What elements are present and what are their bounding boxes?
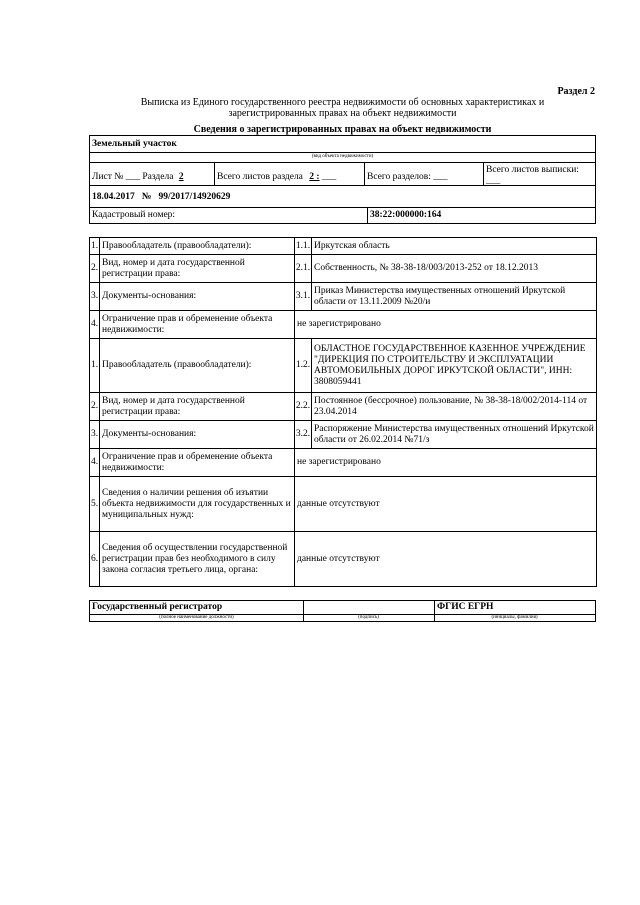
section-number: 2: [178, 172, 184, 182]
total-sheets-label: Всего листов выписки:: [486, 165, 579, 175]
row-subnumber: 3.2.: [295, 421, 312, 449]
table-row: [90, 238, 597, 255]
sheets-in-section-label: Всего листов раздела: [217, 172, 303, 182]
row-subnumber: 3.1.: [295, 283, 312, 311]
row-number: 4.: [90, 311, 100, 339]
row-value: Приказ Министерства имущественных отношений Иркутской области от 13.11.2009 №20/и: [312, 283, 597, 311]
row-value: Постоянное (бессрочное) пользование, № 38-38-18/002/2014-114 от 23.04.2014: [312, 393, 597, 421]
info-block: [89, 135, 596, 224]
row-label: Ограничение прав и обременение объекта недвижимости:: [100, 311, 295, 339]
table-row: [90, 283, 597, 311]
object-type: Земельный участок: [92, 139, 177, 149]
table-row: [90, 311, 597, 339]
row-number: 1.: [90, 339, 100, 393]
table-row: [90, 421, 597, 449]
table-row: [90, 339, 597, 393]
extract-title: [90, 97, 595, 119]
rights-table: [89, 237, 597, 587]
row-subnumber: 2.2.: [295, 393, 312, 421]
caption-name: (инициалы, фамилия): [491, 615, 538, 620]
row-label: Сведения об осуществлении государственной регистрации прав без необходимого в силу закона согласия третьего лица, органа:: [100, 532, 295, 587]
row-label: Документы-основания:: [100, 283, 295, 311]
row-value: не зарегистрировано: [295, 311, 597, 339]
row-label: Вид, номер и дата государственной регистрации права:: [100, 393, 295, 421]
object-type-caption: (вид объекта недвижимости): [311, 154, 374, 159]
date-number: 18.04.2017 № 99/2017/14920629: [92, 192, 231, 202]
row-label: Сведения о наличии решения об изъятии объекта недвижимости для государственных и муниципальных нужд:: [100, 477, 295, 532]
sheets-in-section: [217, 172, 336, 183]
row-value: Распоряжение Министерства имущественных отношений Иркутской области от 26.02.2014 №71/з: [312, 421, 597, 449]
row-number: 2.: [90, 393, 100, 421]
row-number: 4.: [90, 449, 100, 477]
row-subnumber: 2.1.: [295, 255, 312, 283]
sheet-label-text: Лист № ___ Раздела: [92, 172, 174, 182]
row-label: Правообладатель (правообладатели):: [100, 339, 295, 393]
row-number: 6.: [90, 532, 100, 587]
table-row: [90, 449, 597, 477]
row-number: 3.: [90, 283, 100, 311]
row-label: Документы-основания:: [100, 421, 295, 449]
row-value: данные отсутствуют: [295, 477, 597, 532]
row-subnumber: 1.2.: [295, 339, 312, 393]
row-label: Ограничение прав и обременение объекта недвижимости:: [100, 449, 295, 477]
row-number: 1.: [90, 238, 100, 255]
row-number: 2.: [90, 255, 100, 283]
section-label: Раздел 2: [557, 86, 595, 97]
cadastral-number: 38:22:000000:164: [370, 210, 442, 220]
extract-title-line1: Выписка из Единого государственного реестра недвижимости об основных характеристиках и: [140, 97, 545, 108]
sheet-label: [92, 172, 184, 183]
table-row: [90, 477, 597, 532]
cadastral-label: Кадастровый номер:: [92, 210, 176, 220]
row-value: ОБЛАСТНОЕ ГОСУДАРСТВЕННОЕ КАЗЕННОЕ УЧРЕЖДЕНИЕ "ДИРЕКЦИЯ ПО СТРОИТЕЛЬСТВУ И ЭКСПЛУАТАЦИИ АВТОМОБИЛЬНЫХ ДОРОГ ИРКУТСКОЙ ОБЛАСТИ", ИНН: 3808059441: [312, 339, 597, 393]
extract-title-line2: зарегистрированных правах на объект недвижимости: [228, 108, 457, 119]
row-value: Собственность, № 38-38-18/003/2013-252 от 18.12.2013: [312, 255, 597, 283]
total-sections: Всего разделов: ___: [367, 172, 448, 182]
row-number: 3.: [90, 421, 100, 449]
total-sheets-blank: ___: [486, 176, 501, 186]
rights-section-title: Сведения о зарегистрированных правах на объект недвижимости: [193, 124, 492, 135]
signature-block: [89, 600, 596, 622]
row-subnumber: 1.1.: [295, 238, 312, 255]
sheets-in-section-value: 2 :: [309, 172, 320, 182]
table-row: [90, 255, 597, 283]
row-label: Вид, номер и дата государственной регистрации права:: [100, 255, 295, 283]
table-row: [90, 393, 597, 421]
row-value: не зарегистрировано: [295, 449, 597, 477]
row-value: Иркутская область: [312, 238, 597, 255]
row-label: Правообладатель (правообладатели):: [100, 238, 295, 255]
registrar-name: ФГИС ЕГРН: [437, 602, 494, 612]
table-row: [90, 532, 597, 587]
total-sheets: [486, 165, 579, 187]
row-value: данные отсутствуют: [295, 532, 597, 587]
sheets-in-section-blank: ___: [321, 172, 337, 182]
registrar-position: Государственный регистратор: [92, 602, 223, 612]
row-number: 5.: [90, 477, 100, 532]
caption-position: (полное наименование должности): [159, 615, 234, 620]
caption-signature: (подпись): [358, 615, 379, 620]
